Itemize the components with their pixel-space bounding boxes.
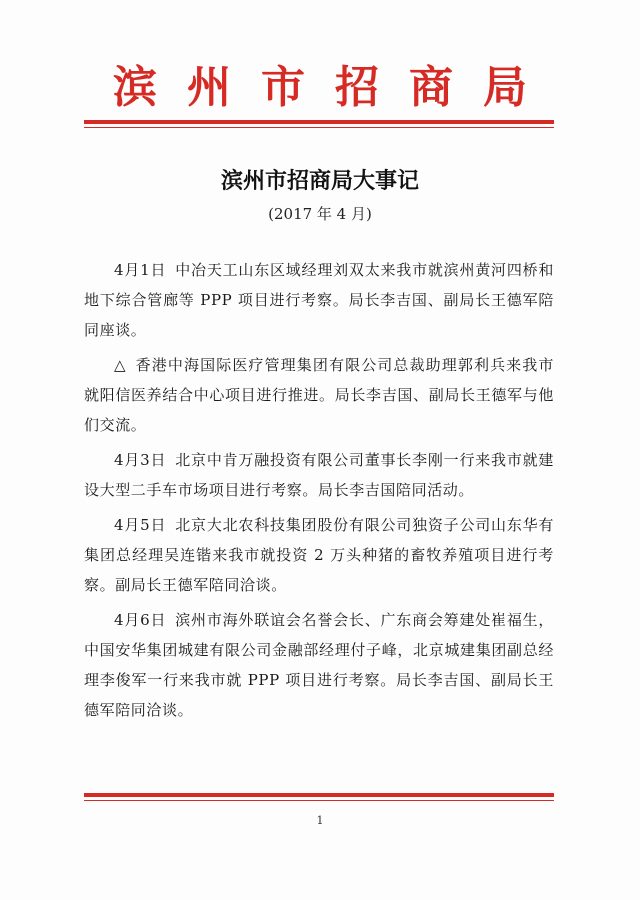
entry-date: △: [114, 356, 127, 374]
footer-rule-thick: [84, 793, 554, 797]
entry-paragraph: [84, 605, 554, 725]
entry-paragraph: [84, 255, 554, 345]
entry-text: 北京中肯万融投资有限公司董事长李刚一行来我市就建设大型二手车市场项目进行考察。局长李吉国陪同活动。: [84, 451, 554, 499]
masthead-rule-thin: [84, 127, 554, 128]
entry-text: 滨州市海外联谊会名誉会长、广东商会筹建处崔福生，中国安华集团城建有限公司金融部经理付子峰，北京城建集团副总经理李俊军一行来我市就 PPP 项目进行考察。局长李吉国、副局长王德军陪同洽谈。: [84, 611, 554, 719]
entry-text: 香港中海国际医疗管理集团有限公司总裁助理郭利兵来我市就阳信医养结合中心项目进行推进。局长李吉国、副局长王德军与他们交流。: [84, 356, 554, 434]
entry-text: 中冶天工山东区域经理刘双太来我市就滨州黄河四桥和地下综合管廊等 PPP 项目进行考察。局长李吉国、副局长王德军陪同座谈。: [84, 261, 554, 339]
masthead-title: 滨州市招商局: [113, 62, 557, 113]
entry-paragraph: [84, 510, 554, 600]
document-body: [84, 255, 554, 730]
entry-paragraph: [84, 445, 554, 505]
document-date: (2017 年 4 月): [268, 205, 372, 223]
entry-date: 4月6日: [114, 611, 167, 629]
page-number: 1: [316, 814, 324, 827]
document-title: 滨州市招商局大事记: [220, 169, 419, 194]
entry-date: 4月5日: [114, 516, 167, 534]
entry-date: 4月1日: [114, 261, 167, 279]
entry-paragraph: [84, 350, 554, 440]
footer-rule-thin: [84, 800, 554, 801]
masthead-rule-thick: [84, 120, 554, 124]
entry-text: 北京大北农科技集团股份有限公司独资子公司山东华有集团总经理吴连锴来我市就投资 2 万头种猪的畜牧养殖项目进行考察。副局长王德军陪同洽谈。: [84, 516, 554, 594]
entry-date: 4月3日: [114, 451, 167, 469]
